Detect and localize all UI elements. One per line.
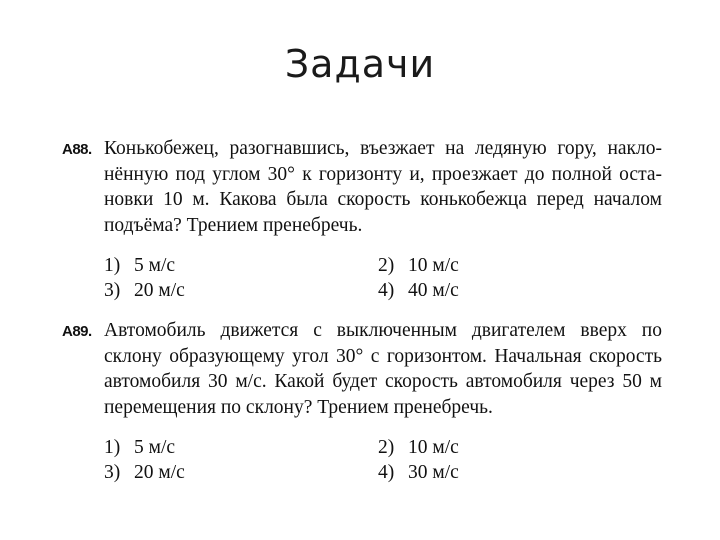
answer-label: 1): [104, 437, 121, 458]
answer-label: 4): [378, 280, 395, 301]
answer-label: 2): [378, 255, 395, 276]
answer-label: 1): [104, 255, 121, 276]
answer-option-3: [104, 278, 378, 303]
problem-statement: [62, 318, 662, 420]
answer-label: 2): [378, 437, 395, 458]
problem-number: А88.: [62, 141, 92, 158]
answer-value: 10 м/с: [408, 255, 459, 276]
answer-value: 40 м/с: [408, 280, 459, 301]
answer-value: 5 м/с: [134, 255, 176, 276]
problem-a88: [62, 136, 662, 303]
problem-statement: [62, 136, 662, 238]
problem-number: А89.: [62, 323, 92, 340]
answer-label: 4): [378, 462, 395, 483]
answer-option-3: [104, 460, 378, 485]
answer-options: [104, 253, 662, 303]
answer-option-1: [104, 253, 378, 278]
answer-value: 20 м/с: [134, 280, 185, 301]
answer-option-1: [104, 435, 378, 460]
answer-options: [104, 435, 662, 485]
answer-option-2: [378, 435, 578, 460]
answer-label: 3): [104, 280, 121, 301]
answer-label: 3): [104, 462, 121, 483]
answer-value: 20 м/с: [134, 462, 185, 483]
answer-option-4: [378, 460, 578, 485]
problem-text: Автомобиль движется с выключенным двигателем вверх по склону образующему угол 30° с горизонтом. Начальная скорость автомобиля 30 м/с. Какой будет скорость автомобиля через 50 м перемещения по склону? Трением пренебречь.: [104, 320, 662, 418]
problem-a89: [62, 318, 662, 485]
answer-value: 10 м/с: [408, 437, 459, 458]
answer-option-2: [378, 253, 578, 278]
answer-option-4: [378, 278, 578, 303]
problem-text: Конькобежец, разогнавшись, въезжает на ледяную гору, наклонённую под углом 30° к горизонту и, проезжает до полной остановки 10 м. Какова была скорость конькобежца перед началом подъёма? Трением пренебречь.: [104, 138, 662, 236]
answer-value: 30 м/с: [408, 462, 459, 483]
slide-title: Задачи: [284, 42, 436, 86]
answer-value: 5 м/с: [134, 437, 176, 458]
